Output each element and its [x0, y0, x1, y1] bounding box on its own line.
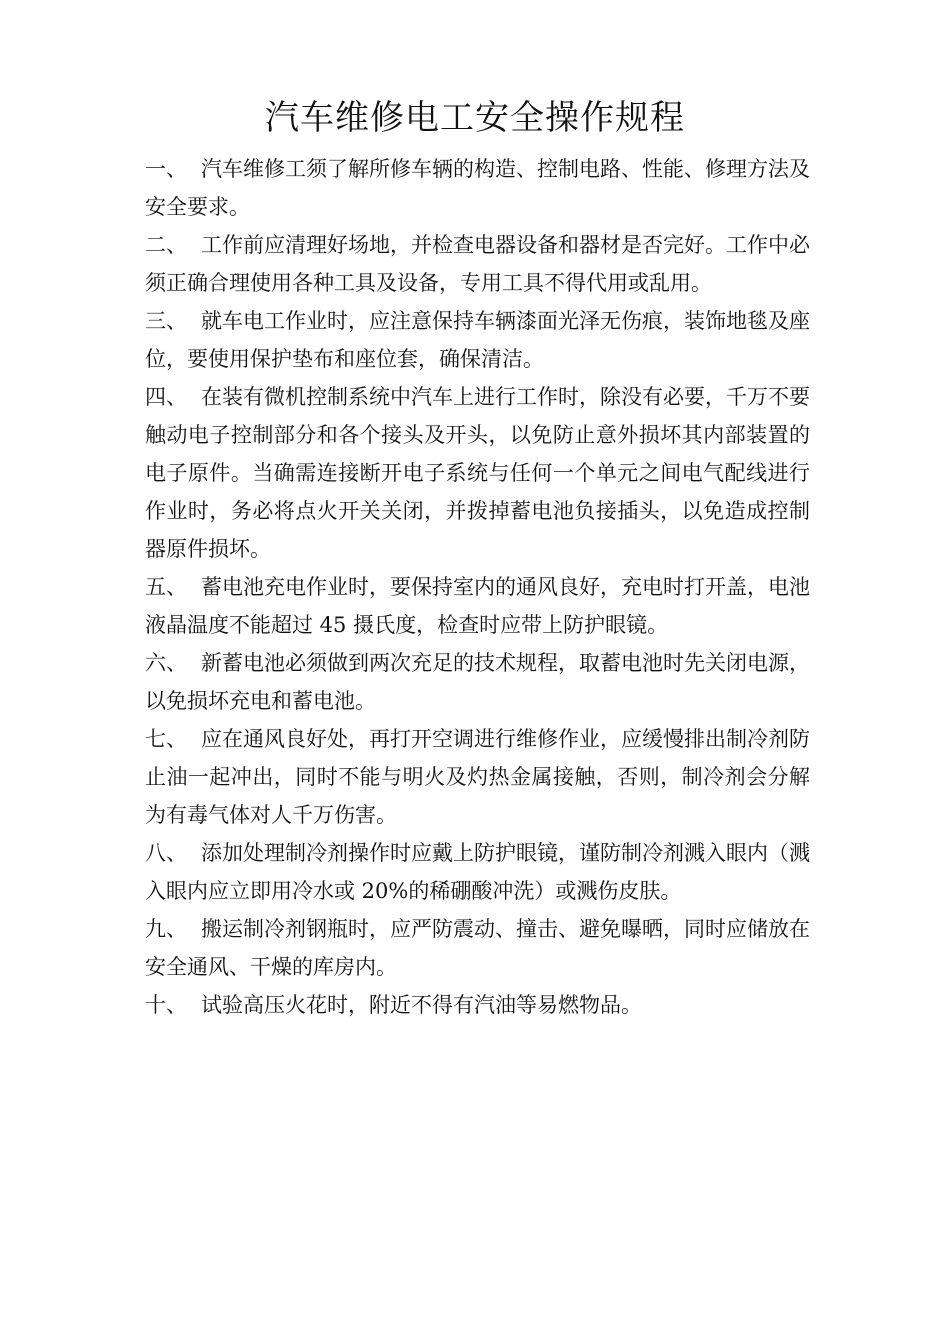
rule-text: 添加处理制冷剂操作时应戴上防护眼镜，谨防制冷剂溅入眼内（溅入眼内应立即用冷水或 20%的稀硼酸冲洗）或溅伤皮肤。 — [145, 841, 810, 903]
rule-item-9 — [145, 910, 810, 986]
rule-number: 五、 — [145, 575, 187, 599]
rule-number: 八、 — [145, 841, 187, 865]
rule-item-10 — [145, 986, 810, 1024]
rule-number: 四、 — [145, 385, 187, 409]
rule-text: 在装有微机控制系统中汽车上进行工作时，除没有必要，千万不要触动电子控制部分和各个接头及开头，以免防止意外损坏其内部装置的电子原件。当确需连接断开电子系统与任何一个单元之间电气配线进行作业时，务必将点火开关关闭，并拨掉蓄电池负接插头，以免造成控制器原件损坏。 — [145, 385, 810, 561]
rule-item-7 — [145, 720, 810, 834]
rule-text: 新蓄电池必须做到两次充足的技术规程，取蓄电池时先关闭电源，以免损坏充电和蓄电池。 — [145, 651, 810, 713]
rule-item-4 — [145, 378, 810, 568]
rule-number: 六、 — [145, 651, 187, 675]
rule-number: 二、 — [145, 233, 187, 257]
rule-item-6 — [145, 644, 810, 720]
rule-item-2 — [145, 226, 810, 302]
rule-number: 七、 — [145, 727, 187, 751]
rule-item-3 — [145, 302, 810, 378]
rule-number: 十、 — [145, 993, 187, 1017]
rule-text: 应在通风良好处，再打开空调进行维修作业，应缓慢排出制冷剂防止油一起冲出，同时不能与明火及灼热金属接触，否则，制冷剂会分解为有毒气体对人千万伤害。 — [145, 727, 810, 827]
rule-number: 三、 — [145, 309, 187, 333]
rule-item-5 — [145, 568, 810, 644]
rule-text: 汽车维修工须了解所修车辆的构造、控制电路、性能、修理方法及安全要求。 — [145, 157, 810, 219]
rule-item-1 — [145, 150, 810, 226]
document-title: 汽车维修电工安全操作规程 — [265, 98, 685, 138]
rule-number: 九、 — [145, 917, 187, 941]
rule-text: 就车电工作业时，应注意保持车辆漆面光泽无伤痕，装饰地毯及座位，要使用保护垫布和座位套，确保清洁。 — [145, 309, 810, 371]
rules-list — [145, 150, 810, 1024]
rule-text: 蓄电池充电作业时，要保持室内的通风良好，充电时打开盖，电池液晶温度不能超过 45 摄氏度，检查时应带上防护眼镜。 — [145, 575, 810, 637]
rule-number: 一、 — [145, 157, 187, 181]
rule-text: 试验高压火花时，附近不得有汽油等易燃物品。 — [201, 993, 642, 1017]
rule-text: 搬运制冷剂钢瓶时，应严防震动、撞击、避免曝晒，同时应储放在安全通风、干燥的库房内。 — [145, 917, 810, 979]
rule-item-8 — [145, 834, 810, 910]
rule-text: 工作前应清理好场地，并检查电器设备和器材是否完好。工作中必须正确合理使用各种工具及设备，专用工具不得代用或乱用。 — [145, 233, 810, 295]
